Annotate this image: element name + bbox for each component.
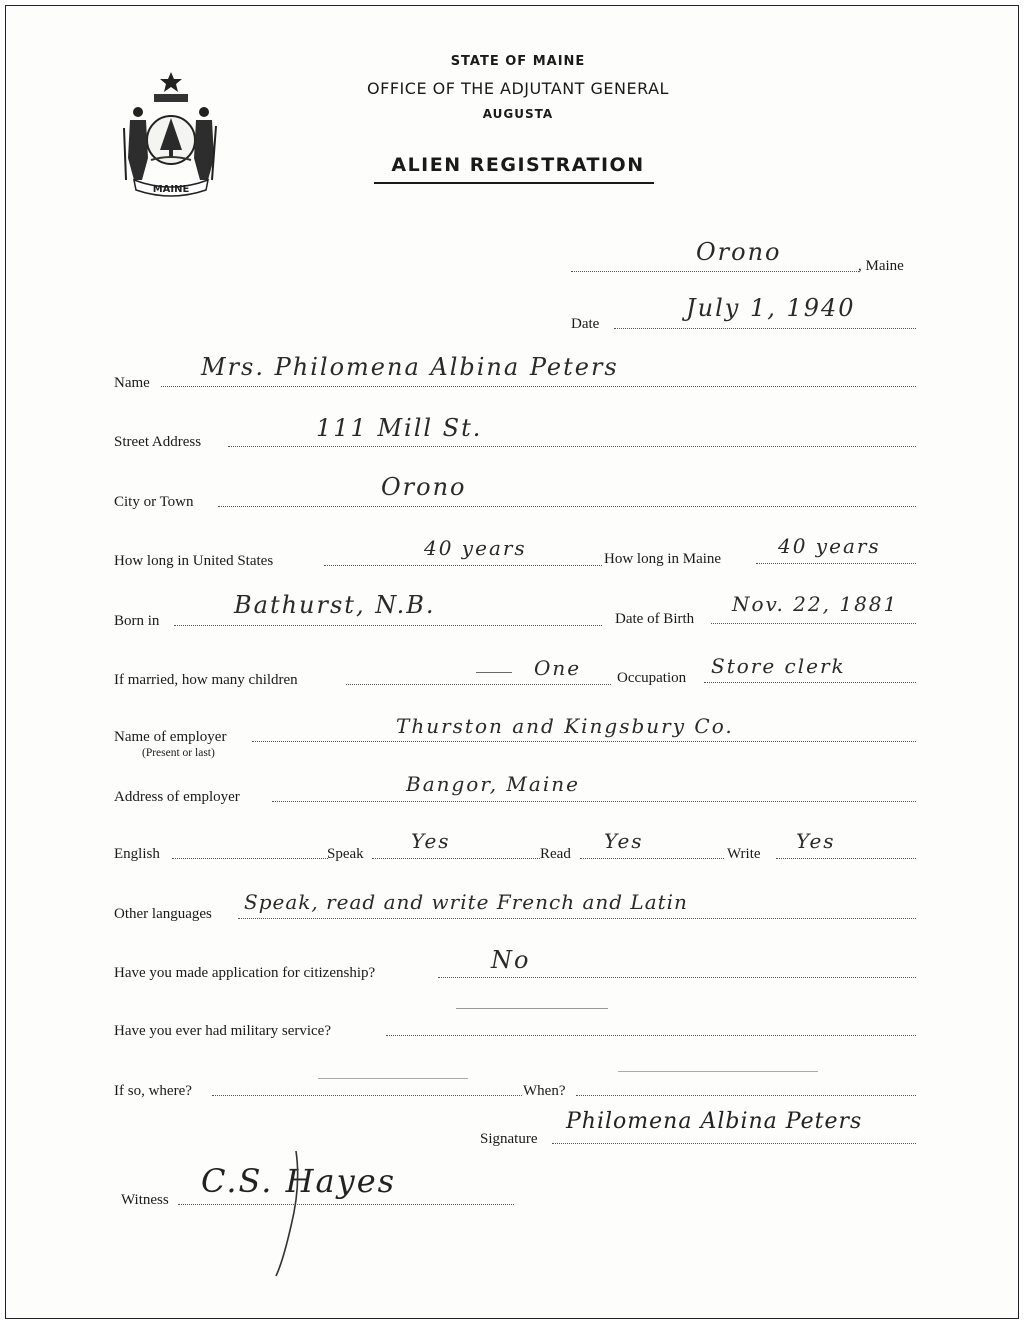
read-label: Read: [540, 846, 571, 862]
town-line: [571, 271, 859, 272]
name-label: Name: [114, 375, 150, 391]
signature-line: [552, 1143, 916, 1144]
military-label: Have you ever had military service?: [114, 1023, 331, 1039]
seal-banner-text: MAINE: [152, 184, 190, 195]
when-dash: [618, 1071, 818, 1072]
born-in-line: [174, 625, 602, 626]
born-in-label: Born in: [114, 613, 160, 629]
employer-address-label: Address of employer: [114, 789, 240, 805]
street-label: Street Address: [114, 434, 202, 450]
street-value: 111 Mill St.: [316, 414, 483, 442]
street-line: [228, 446, 916, 447]
when-line: [576, 1095, 916, 1096]
write-line: [776, 858, 916, 859]
witness-flourish-icon: [261, 1146, 321, 1286]
children-line: [346, 684, 611, 685]
dob-line: [711, 623, 916, 624]
city-value: Orono: [381, 473, 467, 501]
employer-sublabel: (Present or last): [142, 747, 215, 759]
header-state: STATE OF MAINE: [450, 54, 586, 69]
signature-label: Signature: [480, 1131, 538, 1147]
title-underline: [374, 182, 654, 184]
witness-value: C.S. Hayes: [201, 1162, 397, 1200]
city-line: [218, 506, 916, 507]
employer-address-line: [272, 801, 916, 802]
dob-value: Nov. 22, 1881: [732, 592, 899, 616]
town-value: Orono: [696, 238, 782, 266]
english-line: [172, 858, 328, 859]
years-maine-line: [756, 563, 916, 564]
witness-label: Witness: [121, 1192, 169, 1208]
years-us-label: How long in United States: [114, 553, 274, 569]
date-label: Date: [571, 316, 600, 332]
signature-value: Philomena Albina Peters: [566, 1109, 863, 1134]
speak-label: Speak: [327, 846, 364, 862]
other-languages-line: [238, 918, 916, 919]
town-suffix-label: , Maine: [858, 258, 904, 274]
write-label: Write: [727, 846, 761, 862]
other-languages-value: Speak, read and write French and Latin: [244, 890, 688, 914]
occupation-value: Store clerk: [711, 654, 846, 678]
employer-line: [252, 741, 916, 742]
city-label: City or Town: [114, 494, 194, 510]
years-us-value: 40 years: [424, 536, 527, 560]
born-in-value: Bathurst, N.B.: [234, 591, 436, 619]
employer-value: Thurston and Kingsbury Co.: [396, 714, 734, 738]
name-value: Mrs. Philomena Albina Peters: [201, 353, 619, 381]
registration-form-page: [5, 5, 1019, 1319]
years-maine-label: How long in Maine: [604, 551, 722, 567]
citizenship-value: No: [491, 946, 531, 974]
citizenship-label: Have you made application for citizenship?: [114, 965, 376, 981]
write-value: Yes: [796, 829, 836, 853]
military-line: [386, 1035, 916, 1036]
speak-line: [372, 858, 540, 859]
dob-label: Date of Birth: [615, 611, 695, 627]
date-line: [614, 328, 916, 329]
where-line: [212, 1095, 522, 1096]
where-label: If so, where?: [114, 1083, 192, 1099]
children-dash: [476, 672, 512, 673]
date-value: July 1, 1940: [686, 294, 856, 322]
citizenship-line: [438, 977, 916, 978]
children-value: One: [534, 656, 582, 680]
years-us-line: [324, 565, 602, 566]
other-languages-label: Other languages: [114, 906, 212, 922]
header-city: AUGUSTA: [482, 107, 554, 121]
employer-label: Name of employer: [114, 729, 227, 745]
years-maine-value: 40 years: [778, 534, 881, 558]
occupation-line: [704, 682, 916, 683]
military-dash: [456, 1008, 608, 1009]
form-title: ALIEN REGISTRATION: [391, 154, 645, 176]
occupation-label: Occupation: [617, 670, 687, 686]
witness-line: [178, 1204, 514, 1205]
when-label: When?: [523, 1083, 566, 1099]
read-line: [580, 858, 724, 859]
employer-address-value: Bangor, Maine: [406, 772, 580, 796]
header-office: OFFICE OF THE ADJUTANT GENERAL: [367, 79, 669, 98]
english-label: English: [114, 846, 160, 862]
children-label: If married, how many children: [114, 672, 298, 688]
where-dash: [318, 1078, 468, 1079]
speak-value: Yes: [411, 829, 451, 853]
read-value: Yes: [604, 829, 644, 853]
name-line: [161, 386, 916, 387]
